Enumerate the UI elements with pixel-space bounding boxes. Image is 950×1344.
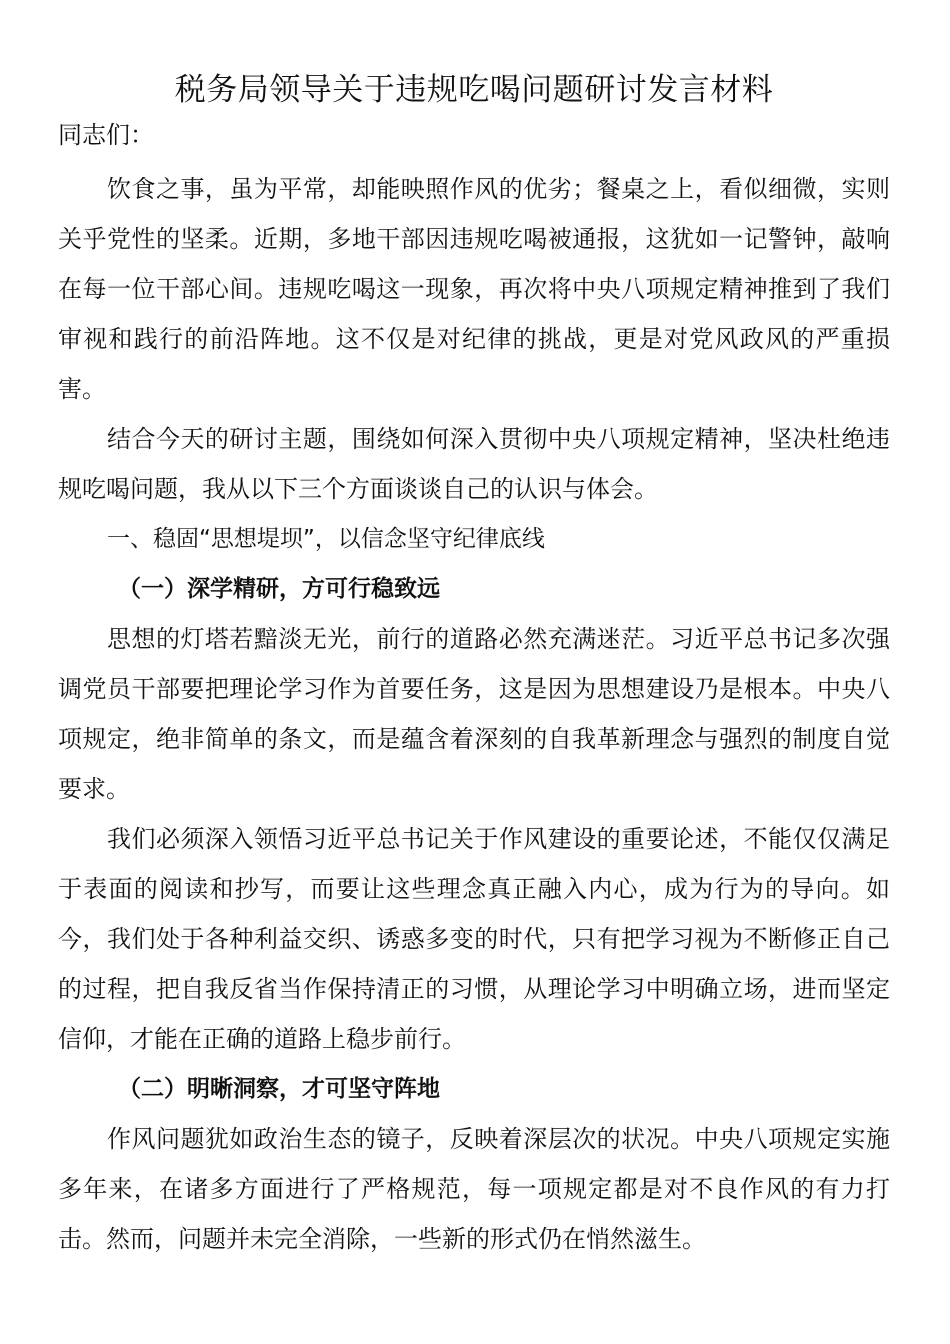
paragraph-insight: 作风问题犹如政治生态的镜子，反映着深层次的状况。中央八项规定实施多年来，在诸多方面进行了严格规范，每一项规定都是对不良作风的有力打击。然而，问题并未完全消除，一些新的形式仍在悄然滋生。 [58, 1125, 890, 1253]
subsection-heading-2: （二）明晰洞察，才可坚守阵地 [118, 1076, 440, 1102]
paragraph-understanding: 我们必须深入领悟习近平总书记关于作风建设的重要论述，不能仅仅满足于表面的阅读和抄写，而要让这些理念真正融入内心，成为行为的导向。如今，我们处于各种利益交织、诱惑多变的时代，只有把学习视为不断修正自己的过程，把自我反省当作保持清正的习惯，从理论学习中明确立场，进而坚定信仰，才能在正确的道路上稳步前行。 [58, 825, 890, 1053]
section-heading-1: 一、稳固“思想堤坝”，以信念坚守纪律底线 [107, 526, 545, 552]
paragraph-theme: 结合今天的研讨主题，围绕如何深入贯彻中央八项规定精神，坚决杜绝违规吃喝问题，我从以下三个方面谈谈自己的认识与体会。 [58, 425, 890, 503]
salutation: 同志们： [58, 121, 154, 149]
subsection-heading-1: （一）深学精研，方可行稳致远 [118, 576, 440, 602]
document-title: 税务局领导关于违规吃喝问题研讨发言材料 [174, 72, 774, 108]
document-page [58, 62, 890, 1264]
paragraph-intro: 饮食之事，虽为平常，却能映照作风的优劣；餐桌之上，看似细微，实则关乎党性的坚柔。近期，多地干部因违规吃喝被通报，这犹如一记警钟，敲响在每一位干部心间。违规吃喝这一现象，再次将中央八项规定精神推到了我们审视和践行的前沿阵地。这不仅是对纪律的挑战，更是对党风政风的严重损害。 [58, 175, 890, 403]
paragraph-study: 思想的灯塔若黯淡无光，前行的道路必然充满迷茫。习近平总书记多次强调党员干部要把理论学习作为首要任务，这是因为思想建设乃是根本。中央八项规定，绝非简单的条文，而是蕴含着深刻的自我革新理念与强烈的制度自觉要求。 [58, 625, 890, 803]
